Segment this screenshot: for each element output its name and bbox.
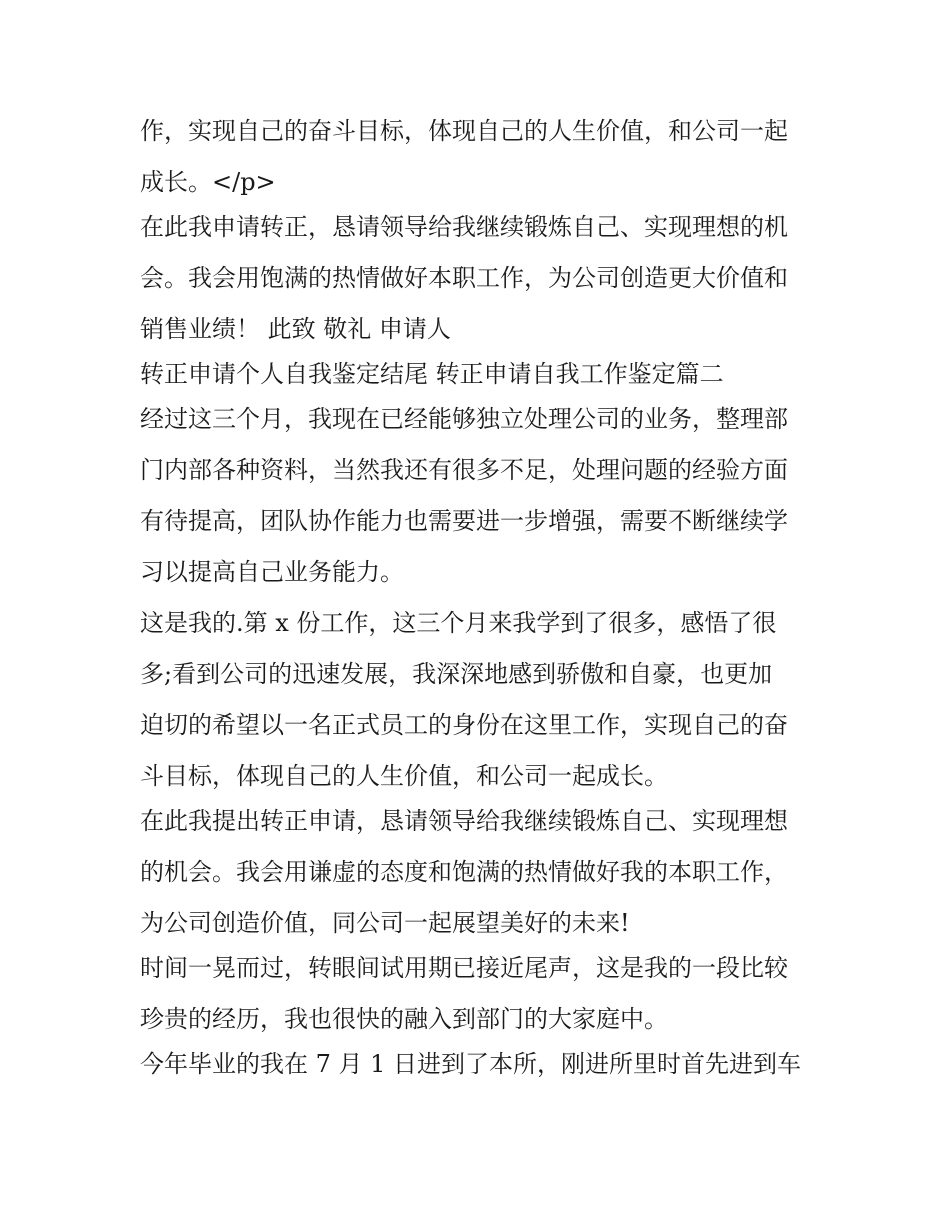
text-line: 销售业绩！ 此致 敬礼 申请人 bbox=[140, 315, 451, 343]
text-line: 为公司创造价值，同公司一起展望美好的未来! bbox=[140, 909, 630, 937]
text-line: 作，实现自己的奋斗目标，体现自己的人生价值，和公司一起 bbox=[140, 117, 788, 145]
text-line: 多;看到公司的迅速发展，我深深地感到骄傲和自豪，也更加 bbox=[140, 660, 773, 688]
text-line: 时间一晃而过，转眼间试用期已接近尾声，这是我的一段比较 bbox=[140, 954, 788, 982]
text-line: 门内部各种资料，当然我还有很多不足，处理问题的经验方面 bbox=[140, 456, 788, 484]
text-line: 的机会。我会用谦虚的态度和饱满的热情做好我的本职工作， bbox=[140, 858, 788, 886]
text-line: 迫切的希望以一名正式员工的身份在这里工作，实现自己的奋 bbox=[140, 711, 788, 739]
text-line: 成长。</p> bbox=[140, 168, 276, 196]
text-line: 会。我会用饱满的热情做好本职工作，为公司创造更大价值和 bbox=[140, 264, 788, 292]
text-line: 经过这三个月，我现在已经能够独立处理公司的业务，整理部 bbox=[140, 405, 788, 433]
text-line: 今年毕业的我在 7 月 1 日进到了本所，刚进所里时首先进到车 bbox=[140, 1050, 802, 1078]
text-line: 珍贵的经历，我也很快的融入到部门的大家庭中。 bbox=[140, 1005, 668, 1033]
text-line: 这是我的.第 x 份工作，这三个月来我学到了很多，感悟了很 bbox=[140, 609, 777, 637]
text-line: 在此我提出转正申请，恳请领导给我继续锻炼自己、实现理想 bbox=[140, 807, 788, 835]
text-line: 转正申请个人自我鉴定结尾 转正申请自我工作鉴定篇二 bbox=[140, 360, 724, 388]
text-line: 有待提高，团队协作能力也需要进一步增强，需要不断继续学 bbox=[140, 507, 788, 535]
text-line: 在此我申请转正，恳请领导给我继续锻炼自己、实现理想的机 bbox=[140, 213, 788, 241]
text-line: 习以提高自己业务能力。 bbox=[140, 558, 404, 586]
text-line: 斗目标，体现自己的人生价值，和公司一起成长。 bbox=[140, 762, 668, 790]
document-body bbox=[140, 112, 820, 1096]
